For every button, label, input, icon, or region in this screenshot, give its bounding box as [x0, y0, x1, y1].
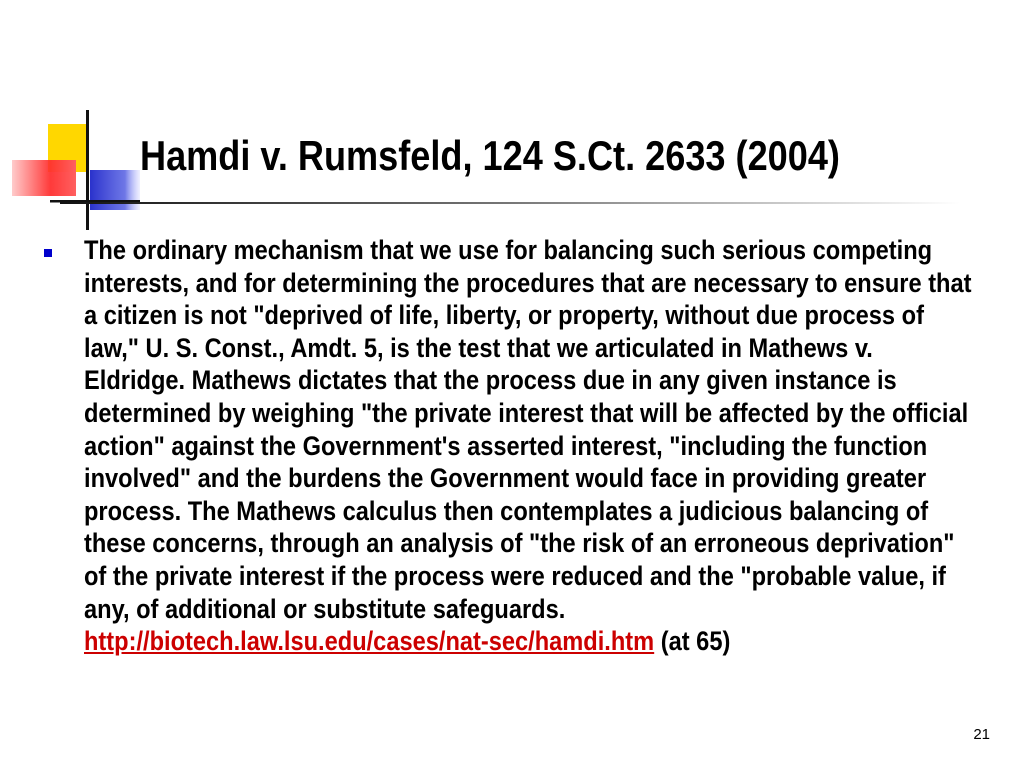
page-number: 21 [973, 726, 990, 743]
bullet-item [40, 234, 972, 658]
bullet-text [84, 234, 977, 658]
quote-text: The ordinary mechanism that we use for balancing such serious competing interests, and for determining the procedures that are necessary to ensure that a citizen is not "deprived of life, liberty, or property, without due process of law," U. S. Const., Amdt. 5, is the test that we articulated in Mathews v. Eldridge. Mathews dictates that the process due in any given instance is determined by weighing "the private interest that will be affected by the official action" against the Government's asserted interest, "including the function involved" and the burdens the Government would face in providing greater process. The Mathews calculus then contemplates a judicious balancing of these concerns, through an analysis of "the risk of an erroneous deprivation" of the private interest if the process were reduced and the "probable value, if any, of additional or substitute safeguards. [84, 235, 972, 624]
bullet-square-icon [44, 249, 52, 257]
decorative-logo-icon [0, 100, 150, 240]
bullet-list [40, 234, 972, 658]
source-link[interactable]: http://biotech.law.lsu.edu/cases/nat-sec/hamdi.htm [84, 626, 655, 657]
citation-suffix: (at 65) [654, 626, 731, 657]
title-divider [60, 202, 960, 204]
slide-title: Hamdi v. Rumsfeld, 124 S.Ct. 2633 (2004) [140, 132, 840, 179]
